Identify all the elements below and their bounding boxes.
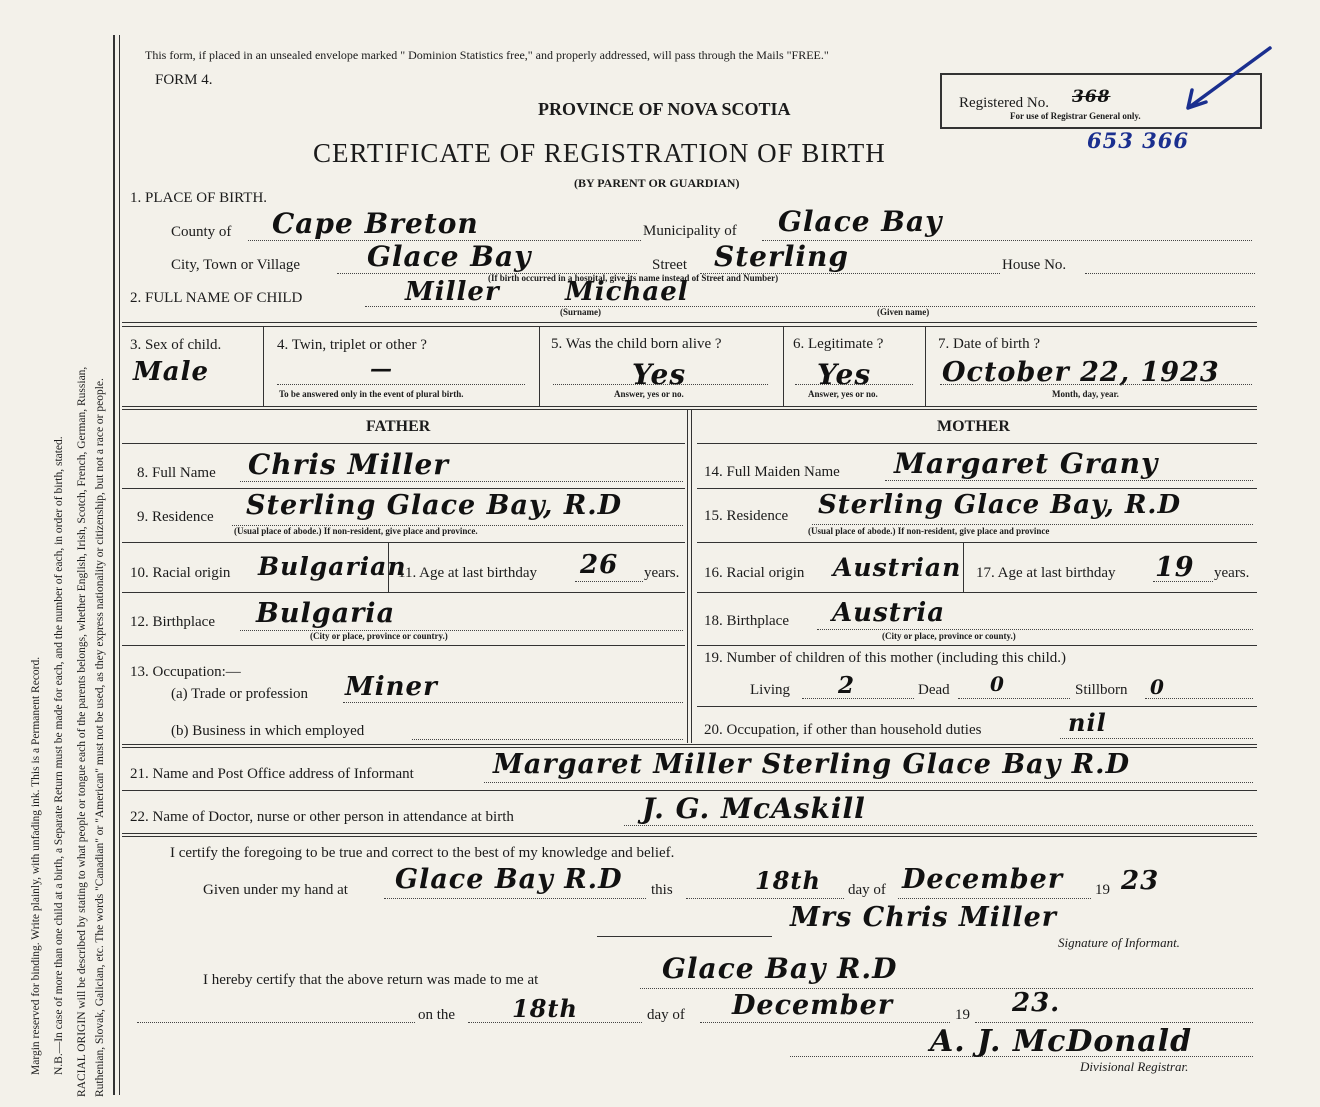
margin-note-1: Margin reserved for binding. Write plainly, with unfading ink. This is a Permanent Record. xyxy=(30,656,42,1075)
dob-label: 7. Date of birth ? xyxy=(938,336,1041,352)
registrar-signature-caption: Divisional Registrar. xyxy=(1080,1059,1189,1074)
municipality-label: Municipality of xyxy=(643,223,737,239)
father-rule-5 xyxy=(122,645,685,646)
registrar-year-value: 23. xyxy=(1012,988,1061,1018)
father-rule-2 xyxy=(122,488,685,489)
col-div-1 xyxy=(263,326,264,406)
given-caption: (Given name) xyxy=(877,307,930,317)
registered-value: 368 xyxy=(1072,87,1111,107)
month-line xyxy=(898,898,1091,899)
dead-value: 0 xyxy=(990,672,1005,696)
province-heading: PROVINCE OF NOVA SCOTIA xyxy=(538,99,791,119)
twin-note: To be answered only in the event of plural birth. xyxy=(279,389,464,399)
given-label: Given under my hand at xyxy=(203,882,348,898)
informant-line xyxy=(484,782,1253,783)
trade-line xyxy=(343,702,683,703)
street-label: Street xyxy=(652,257,687,273)
city-label: City, Town or Village xyxy=(171,257,301,273)
rule-h xyxy=(122,833,1257,834)
mother-birthplace-line xyxy=(817,629,1253,630)
children-label: 19. Number of children of this mother (including this child.) xyxy=(704,650,1067,666)
parent-divider-1 xyxy=(687,409,688,743)
dead-label: Dead xyxy=(918,682,950,698)
county-label: County of xyxy=(171,224,232,240)
rule-a xyxy=(122,322,1257,323)
twin-line xyxy=(277,384,525,385)
mother-occ-value: nil xyxy=(1068,708,1107,737)
mother-name-line xyxy=(885,480,1253,481)
legit-line xyxy=(795,384,913,385)
county-value: Cape Breton xyxy=(272,207,479,240)
dob-value: October 22, 1923 xyxy=(942,357,1220,388)
page-title: CERTIFICATE OF REGISTRATION OF BIRTH xyxy=(313,138,886,168)
dead-line xyxy=(958,698,1070,699)
mother-age-unit: years. xyxy=(1214,565,1250,581)
sex-value: Male xyxy=(133,357,210,387)
registrar-day-value: 18th xyxy=(512,994,578,1023)
mother-name-value: Margaret Grany xyxy=(894,447,1159,480)
rule-g xyxy=(122,790,1257,791)
father-res-value: Sterling Glace Bay, R.D xyxy=(246,490,623,521)
margin-rule-inner xyxy=(119,35,120,1095)
father-birthplace-line xyxy=(240,630,683,631)
day-of-label: day of xyxy=(848,882,886,898)
child-surname: Miller xyxy=(405,277,500,307)
day-value: 18th xyxy=(755,866,821,895)
place-heading: 1. PLACE OF BIRTH. xyxy=(130,190,268,206)
mother-age-value: 19 xyxy=(1155,552,1195,583)
doctor-value: J. G. McAskill xyxy=(642,792,866,825)
on-the-label: on the xyxy=(418,1007,456,1023)
mother-rule-2 xyxy=(697,488,1257,489)
handwritten-number: 653 366 xyxy=(1087,128,1189,153)
mother-birthplace-note: (City or place, province or county.) xyxy=(882,631,1016,641)
year-value: 23 xyxy=(1121,866,1160,896)
mother-race-value: Austrian xyxy=(833,553,962,582)
mother-rule-4 xyxy=(697,592,1257,593)
sig-line-left xyxy=(597,936,772,937)
informant-label: 21. Name and Post Office address of Informant xyxy=(130,766,414,782)
surname-caption: (Surname) xyxy=(560,307,601,317)
col-div-2 xyxy=(539,326,540,406)
day-line xyxy=(686,898,844,899)
business-label: (b) Business in which employed xyxy=(171,723,365,739)
house-label: House No. xyxy=(1002,257,1067,273)
street-value: Sterling xyxy=(714,240,849,273)
child-given-name: Michael xyxy=(565,277,689,307)
informant-signature-caption: Signature of Informant. xyxy=(1058,935,1180,950)
registrar-lead-line xyxy=(137,1022,415,1023)
rule-c xyxy=(122,406,1257,407)
doctor-line xyxy=(624,825,1253,826)
mother-birthplace-value: Austria xyxy=(832,598,946,628)
margin-rule xyxy=(113,35,115,1095)
father-race-label: 10. Racial origin xyxy=(130,565,231,581)
alive-line xyxy=(553,384,768,385)
municipality-value: Glace Bay xyxy=(778,205,943,238)
twin-label: 4. Twin, triplet or other ? xyxy=(277,337,427,353)
legit-label: 6. Legitimate ? xyxy=(793,336,884,352)
father-res-label: 9. Residence xyxy=(137,509,214,525)
house-line xyxy=(1085,273,1255,274)
father-age-unit: years. xyxy=(644,565,680,581)
sex-label: 3. Sex of child. xyxy=(130,337,222,353)
margin-note-4: Ruthenian, Slovak, Galician, etc. The words "Canadian" or "American" must not be used, as they express nationality or citizenship, but not a race or people. xyxy=(94,378,106,1097)
informant-value: Margaret Miller Sterling Glace Bay R.D xyxy=(493,749,1130,780)
mother-res-line xyxy=(812,524,1253,525)
dob-line xyxy=(940,384,1252,385)
mother-race-label: 16. Racial origin xyxy=(704,565,805,581)
legit-note: Answer, yes or no. xyxy=(808,389,878,399)
father-age-label: 11. Age at last birthday xyxy=(398,565,537,581)
form-number: FORM 4. xyxy=(155,72,213,88)
binding-margin xyxy=(0,0,112,1107)
father-race-value: Bulgarian xyxy=(258,552,407,581)
hospital-note: (If birth occurred in a hospital, give its name instead of Street and Number) xyxy=(488,273,779,283)
page-subtitle: (BY PARENT OR GUARDIAN) xyxy=(574,176,740,190)
legit-value: Yes xyxy=(817,358,872,391)
col-div-4 xyxy=(925,326,926,406)
mother-age-label: 17. Age at last birthday xyxy=(976,565,1116,581)
informant-signature: Mrs Chris Miller xyxy=(790,902,1057,933)
col-div-3 xyxy=(783,326,784,406)
rule-i xyxy=(122,836,1257,837)
given-place-value: Glace Bay R.D xyxy=(395,864,623,895)
alive-value: Yes xyxy=(632,358,687,391)
mother-name-label: 14. Full Maiden Name xyxy=(704,464,840,480)
alive-note: Answer, yes or no. xyxy=(614,389,684,399)
rule-e xyxy=(122,744,1257,745)
father-name-line xyxy=(240,481,683,482)
registrar-place-line xyxy=(640,988,1253,989)
check-mark-icon xyxy=(1170,40,1280,115)
rule-b xyxy=(122,326,1257,327)
mother-occ-line xyxy=(1060,738,1253,739)
registrar-year-prefix: 19 xyxy=(955,1007,970,1023)
registrar-signature: A. J. McDonald xyxy=(930,1024,1193,1059)
registered-label: Registered No. xyxy=(959,95,1049,111)
stillborn-value: 0 xyxy=(1150,675,1165,699)
living-line xyxy=(802,698,914,699)
margin-note-2: N.B.—In case of more than one child at a birth, a Separate Return must be made for each, and the number of each, in order of birth, stated. xyxy=(53,436,65,1075)
father-rule-4 xyxy=(122,592,685,593)
mother-occ-label: 20. Occupation, if other than household duties xyxy=(704,722,982,738)
stillborn-label: Stillborn xyxy=(1075,682,1128,698)
year-prefix: 19 xyxy=(1095,882,1110,898)
father-rule-3 xyxy=(122,542,685,543)
mother-birthplace-label: 18. Birthplace xyxy=(704,613,789,629)
father-res-note: (Usual place of abode.) If non-resident, give place and province. xyxy=(234,526,478,536)
mother-rule-6 xyxy=(697,706,1257,707)
margin-note-3: RACIAL ORIGIN will be described by stating to what people or tongue each of the parents belongs, whether English, Irish, Scotch, French, German, Russian, xyxy=(76,366,88,1097)
father-heading: FATHER xyxy=(366,418,431,435)
father-age-line xyxy=(575,581,643,582)
registrar-month-line xyxy=(700,1022,950,1023)
mother-heading: MOTHER xyxy=(937,418,1010,435)
mother-col-div xyxy=(963,542,964,592)
rule-d xyxy=(122,409,1257,410)
father-rule-1 xyxy=(122,443,685,444)
mother-res-note: (Usual place of abode.) If non-resident, give place and province xyxy=(808,526,1050,536)
mail-notice: This form, if placed in an unsealed envelope marked " Dominion Statistics free," and properly addressed, will pass through the Mails "FREE." xyxy=(145,48,829,62)
occupation-label: 13. Occupation:— xyxy=(130,664,241,680)
living-label: Living xyxy=(750,682,790,698)
registrar-month-value: December xyxy=(732,990,894,1021)
month-value: December xyxy=(902,864,1064,895)
this-label: this xyxy=(651,882,673,898)
mother-rule-1 xyxy=(697,443,1257,444)
city-value: Glace Bay xyxy=(367,240,532,273)
child-name-label: 2. FULL NAME OF CHILD xyxy=(130,290,303,306)
certify-statement: I certify the foregoing to be true and correct to the best of my knowledge and belief. xyxy=(170,845,675,861)
living-value: 2 xyxy=(838,672,856,699)
mother-res-value: Sterling Glace Bay, R.D xyxy=(818,490,1182,520)
father-birthplace-note: (City or place, province or country.) xyxy=(310,631,448,641)
father-birthplace-label: 12. Birthplace xyxy=(130,614,215,630)
registrar-year-line xyxy=(975,1022,1253,1023)
doctor-label: 22. Name of Doctor, nurse or other person in attendance at birth xyxy=(130,809,514,825)
father-name-value: Chris Miller xyxy=(248,448,450,481)
twin-value: — xyxy=(370,356,393,382)
rule-f xyxy=(122,747,1257,748)
dob-note: Month, day, year. xyxy=(1052,389,1119,399)
registrar-note: For use of Registrar General only. xyxy=(1010,111,1141,121)
given-place-line xyxy=(384,898,646,899)
registrar-day-of-label: day of xyxy=(647,1007,685,1023)
trade-value: Miner xyxy=(345,672,438,702)
parent-divider-2 xyxy=(691,409,692,743)
registrar-place-value: Glace Bay R.D xyxy=(662,952,898,985)
father-name-label: 8. Full Name xyxy=(137,465,216,481)
mother-res-label: 15. Residence xyxy=(704,508,789,524)
alive-label: 5. Was the child born alive ? xyxy=(551,336,722,352)
mother-rule-3 xyxy=(697,542,1257,543)
trade-label: (a) Trade or profession xyxy=(171,686,309,702)
business-line xyxy=(412,739,683,740)
registrar-statement: I hereby certify that the above return was made to me at xyxy=(203,972,539,988)
mother-rule-5 xyxy=(697,645,1257,646)
father-birthplace-value: Bulgaria xyxy=(256,598,396,629)
father-age-value: 26 xyxy=(580,550,619,580)
